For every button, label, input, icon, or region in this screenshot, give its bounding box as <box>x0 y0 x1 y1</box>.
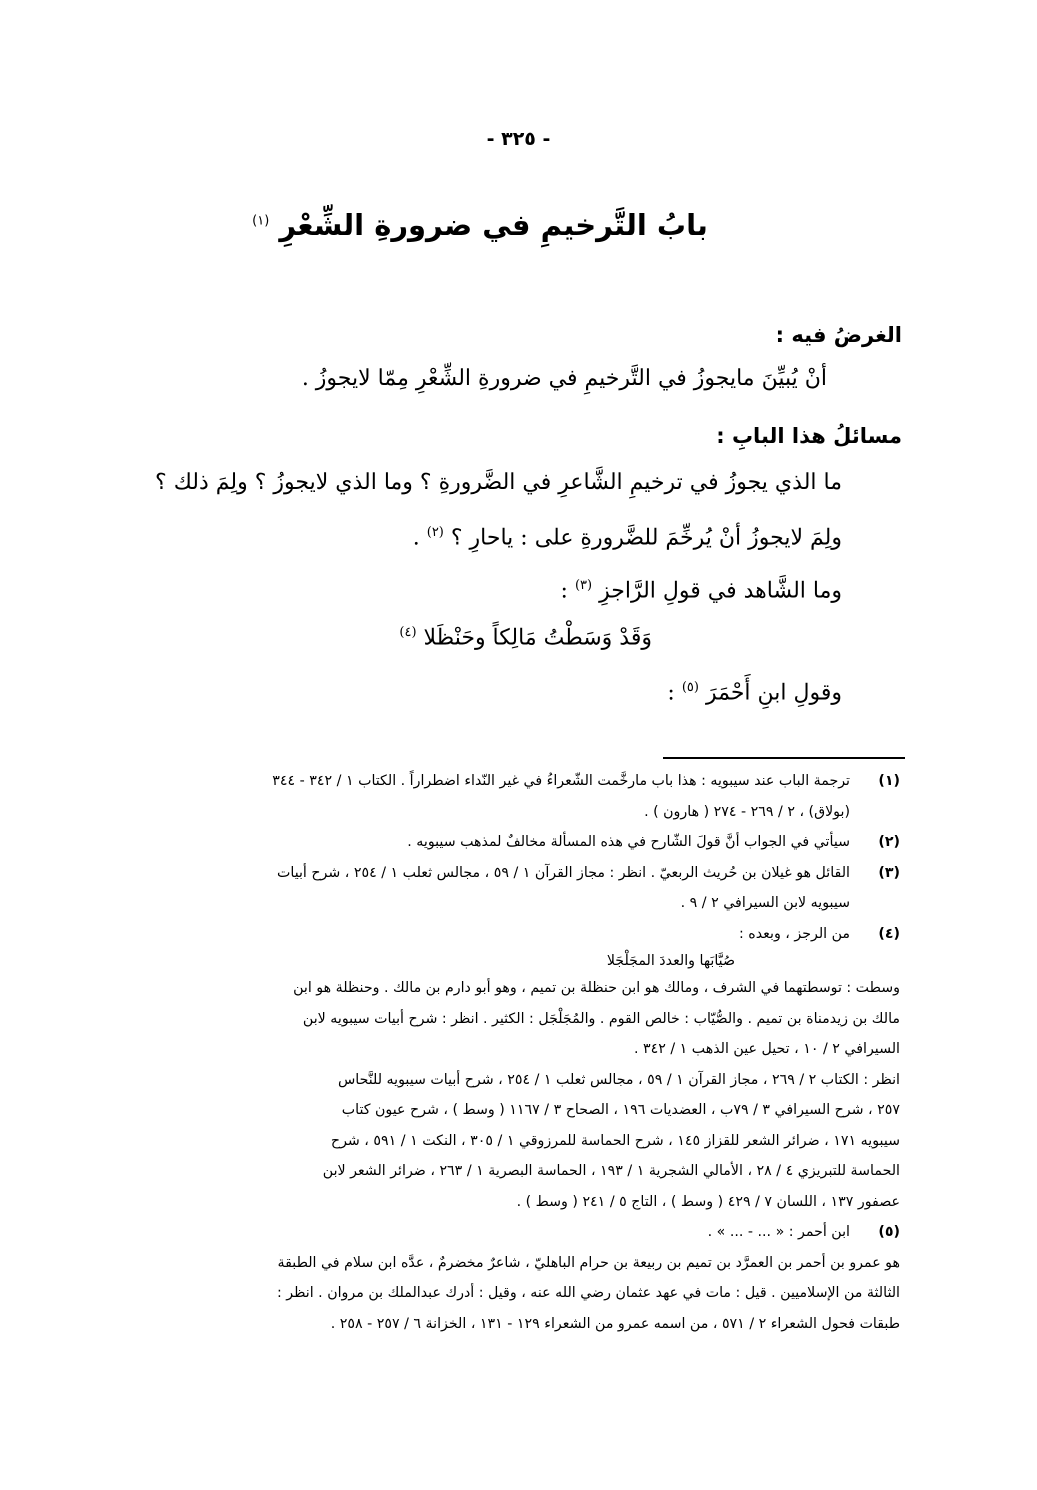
question-3-end: : <box>560 578 568 604</box>
chapter-title <box>200 208 760 242</box>
question-4-end: : <box>667 680 675 706</box>
footnote-5 <box>130 1217 900 1248</box>
footnote-line: الثالثة من الإسلاميين . قيل : مات في عهد عثمان رضي الله عنه ، وقيل : أدرك عبدالملك بن مروان . انظر : <box>277 1285 900 1301</box>
footnote-line: سيبويه لابن السيرافي ٢ / ٩ . <box>680 895 850 911</box>
question-3-text: وما الشَّاهد في قولِ الرَّاجزِ <box>599 578 842 604</box>
question-1: ما الذي يجوزُ في ترخيمِ الشَّاعرِ في الضَّرورةِ ؟ وما الذي لايجوزُ ؟ ولِمَ ذلك ؟ <box>155 470 842 495</box>
footnote-number: (٢) <box>878 834 900 850</box>
footnote-line: السيرافي ٢ / ١٠ ، تحيل عين الذهب ١ / ٣٤٢ . <box>633 1041 900 1057</box>
question-2-note-ref[interactable]: (٢) <box>426 525 444 540</box>
page-number: - ٣٢٥ - <box>486 128 551 150</box>
footnote-divider <box>663 757 905 759</box>
footnote-2 <box>130 827 900 858</box>
footnote-body <box>130 858 850 919</box>
question-2-text: ولِمَ لايجوزُ أنْ يُرخِّمَ للضَّرورةِ على : ياحارِ ؟ <box>450 525 842 551</box>
footnote-line: وسطت : توسطتهما في الشرف ، ومالك هو ابن حنظلة بن تميم ، وهو أبو دارم بن مالك . وحنظلة هو ابن <box>293 980 900 996</box>
footnote-4 <box>130 919 900 950</box>
footnote-line: طبقات فحول الشعراء ٢ / ٥٧١ ، من اسمه عمرو من الشعراء ١٢٩ - ١٣١ ، الخزانة ٦ / ٢٥٧ - ٢٥٨ . <box>330 1315 900 1332</box>
chapter-title-text: بابُ التَّرخيمِ في ضرورةِ الشِّعْرِ <box>279 208 708 242</box>
question-3 <box>561 578 842 603</box>
footnote-number: (٤) <box>878 925 900 942</box>
footnote-line: مالك بن زيدمناة بن تميم . والصُّيّاب : خالص القوم . والمُجَلْجَل : الكثير . انظر : شرح أبيات سيبويه لابن <box>302 1010 900 1027</box>
purpose-heading: الغرضُ فيه : <box>775 323 902 347</box>
question-2-end: . <box>412 525 420 551</box>
footnote-number: (٥) <box>878 1224 900 1240</box>
footnote-intro: من الرجز ، وبعده : <box>738 925 850 942</box>
footnote-line: هو عمرو بن أحمر بن العمرَّد بن تميم بن ربيعة بن حرام الباهليّ ، شاعرٌ مخضرمٌ ، عدَّه ابن سلام في الطبقة <box>277 1254 900 1271</box>
footnote-line: الحماسة للتبريزي ٤ / ٢٨ ، الأمالي الشجرية ١ / ١٩٣ ، الحماسة البصرية ١ / ٢٦٣ ، ضرائر الشعر لابن <box>322 1163 900 1179</box>
question-4-note-ref[interactable]: (٥) <box>681 680 699 695</box>
chapter-title-note-ref[interactable]: (١) <box>252 213 270 229</box>
footnote-4-continuation <box>130 973 900 1217</box>
footnote-line: سيأتي في الجواب أنَّ قولَ الشّارح في هذه المسألة مخالفٌ لمذهب سيبويه . <box>407 834 850 850</box>
verse-line <box>399 625 652 650</box>
footnote-line: عصفور ١٣٧ ، اللسان ٧ / ٤٢٩ ( وسط ) ، التاج ٥ / ٢٤١ ( وسط ) . <box>516 1193 900 1210</box>
footnote-line: سيبويه ١٧١ ، ضرائر الشعر للقزاز ١٤٥ ، شرح الحماسة للمرزوقي ١ / ٣٠٥ ، النكت ١ / ٥٩١ ، شرح <box>330 1132 900 1149</box>
question-3-note-ref[interactable]: (٣) <box>574 578 593 593</box>
footnote-line: (بولاق) ، ٢ / ٢٦٩ - ٢٧٤ ( هارون ) . <box>644 803 850 820</box>
footnote-line: ٢٥٧ ، شرح السيرافي ٣ / ٧٩ب ، العضديات ١٩٦ ، الصحاح ٣ / ١١٦٧ ( وسط ) ، شرح عيون كتاب <box>341 1102 900 1118</box>
question-4-text: وقولِ ابنِ أَحْمَرَ <box>705 680 842 706</box>
footnote-body <box>130 827 850 858</box>
footnote-line: ترجمة الباب عند سيبويه : هذا باب مارخَّمت الشّعراءُ في غير النّداء اضطراراً . الكتاب ١ / ٣٤٢ - ٣٤٤ <box>272 773 850 789</box>
question-2 <box>413 525 842 550</box>
footnote-intro: ابن أحمر : « ... - ... » . <box>707 1224 850 1240</box>
footnote-body <box>130 1217 850 1248</box>
footnote-5-continuation <box>130 1248 900 1340</box>
verse-text: وَقَدْ وَسَطْتُ مَالِكاً وحَنْظَلا <box>423 625 652 651</box>
footnote-4-verse: صُيَّابَها والعددَ المجَلْجَلا <box>606 953 735 969</box>
footnote-number: (٣) <box>878 864 900 881</box>
issues-heading: مسائلُ هذا البابِ : <box>716 424 902 448</box>
footnote-line: انظر : الكتاب ٢ / ٢٦٩ ، مجاز القرآن ١ / ٥٩ ، مجالس ثعلب ١ / ٢٥٤ ، شرح أبيات سيبويه للنَّحاس <box>337 1071 900 1088</box>
footnote-body <box>130 766 850 827</box>
footnote-1 <box>130 766 900 827</box>
footnote-3 <box>130 858 900 919</box>
footnote-body <box>130 919 850 950</box>
question-4 <box>667 680 842 705</box>
verse-note-ref[interactable]: (٤) <box>399 625 417 640</box>
footnote-number: (١) <box>878 773 900 789</box>
footnote-line: القائل هو غيلان بن حُريث الربعيّ . انظر : مجاز القرآن ١ / ٥٩ ، مجالس ثعلب ١ / ٢٥٤ ، شرح أبيات <box>277 864 850 881</box>
purpose-text: أنْ يُبيِّنَ مايجوزُ في التَّرخيمِ في ضرورةِ الشِّعْرِ مِمّا لايجوزُ . <box>301 366 827 391</box>
footnotes <box>130 766 900 1339</box>
